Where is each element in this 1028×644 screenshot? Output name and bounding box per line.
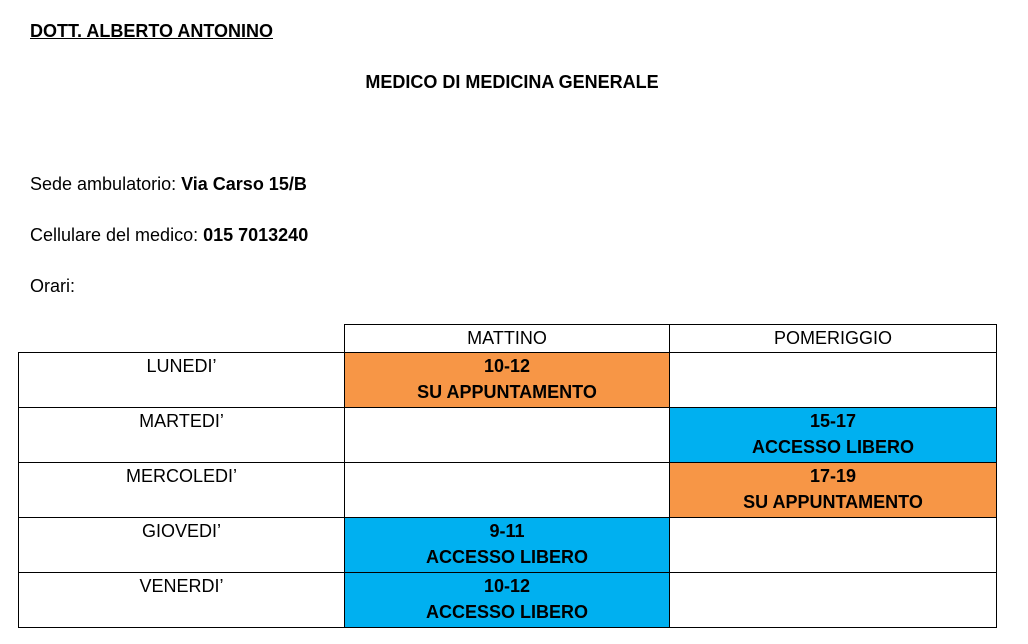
slot-cell-morning <box>345 353 670 408</box>
slot-cell-afternoon <box>670 353 997 408</box>
schedule-row-tuesday <box>19 408 997 463</box>
day-cell: VENERDI’ <box>19 573 345 628</box>
slot-cell-afternoon <box>670 573 997 628</box>
slot-cell-afternoon <box>670 408 997 463</box>
schedule-row-monday <box>19 353 997 408</box>
slot-time: 15-17 <box>809 411 857 431</box>
address-value: Via Carso 15/B <box>181 174 307 194</box>
schedule-row-thursday <box>19 518 997 573</box>
slot-cell-morning <box>345 518 670 573</box>
schedule-table <box>18 324 997 628</box>
hours-label: Orari: <box>30 276 75 296</box>
page-subtitle: MEDICO DI MEDICINA GENERALE <box>365 72 659 92</box>
day-cell: MERCOLEDI’ <box>19 463 345 518</box>
slot-cell-morning <box>345 573 670 628</box>
day-cell: LUNEDI’ <box>19 353 345 408</box>
slot-type: ACCESSO LIBERO <box>751 437 915 457</box>
schedule-header-row <box>19 325 997 353</box>
slot-cell-morning <box>345 408 670 463</box>
slot-type: SU APPUNTAMENTO <box>417 382 597 402</box>
slot-type: ACCESSO LIBERO <box>425 547 589 567</box>
day-cell: MARTEDI’ <box>19 408 345 463</box>
phone-label: Cellulare del medico: <box>30 225 204 245</box>
slot-time: 17-19 <box>809 466 857 486</box>
schedule-row-wednesday <box>19 463 997 518</box>
doctor-name: DOTT. ALBERTO ANTONINO <box>30 21 273 41</box>
slot-time: 9-11 <box>489 521 525 541</box>
column-header-afternoon: POMERIGGIO <box>670 325 997 353</box>
schedule-row-friday <box>19 573 997 628</box>
address-line <box>30 174 307 195</box>
column-header-morning: MATTINO <box>345 325 670 353</box>
schedule-corner-cell <box>19 325 345 353</box>
day-cell: GIOVEDI’ <box>19 518 345 573</box>
slot-time: 10-12 <box>483 576 531 596</box>
slot-cell-afternoon <box>670 463 997 518</box>
address-label: Sede ambulatorio: <box>30 174 182 194</box>
slot-type: SU APPUNTAMENTO <box>743 492 923 512</box>
phone-value: 015 7013240 <box>203 225 309 245</box>
slot-type: ACCESSO LIBERO <box>425 602 589 622</box>
slot-time: 10-12 <box>483 356 531 376</box>
slot-cell-afternoon <box>670 518 997 573</box>
phone-line <box>30 225 308 246</box>
slot-cell-morning <box>345 463 670 518</box>
